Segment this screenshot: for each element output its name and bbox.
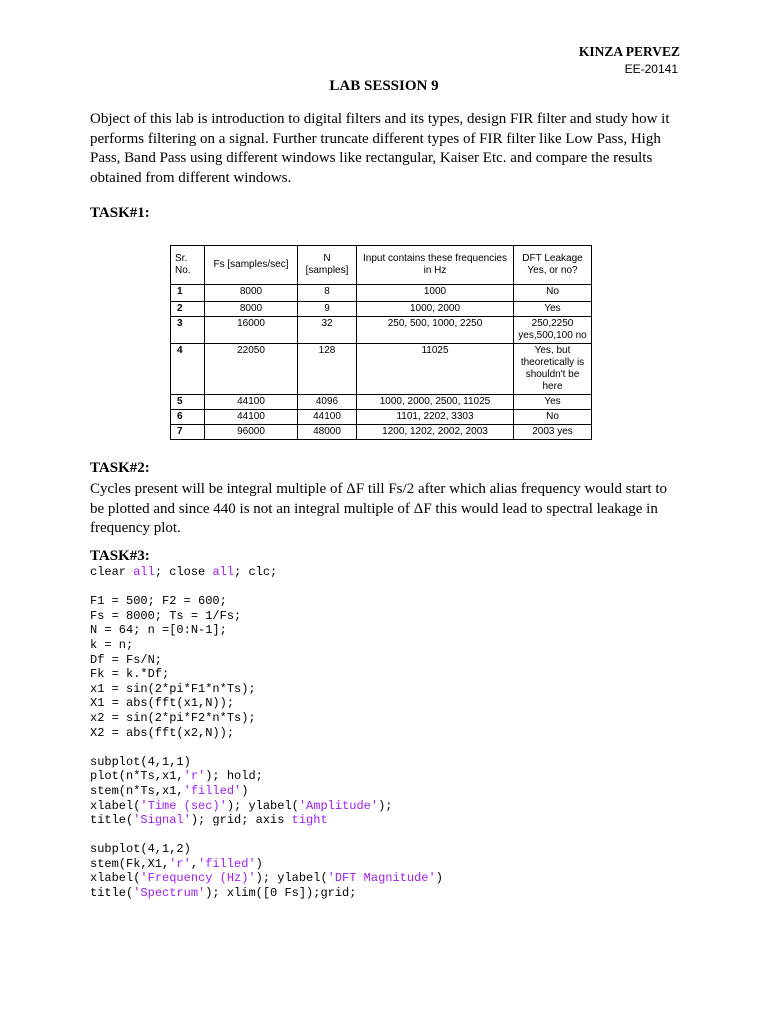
table-cell: Yes bbox=[514, 395, 592, 410]
code-text: stem(n*Ts,x1, bbox=[90, 783, 184, 798]
code-line bbox=[90, 755, 443, 770]
table-cell: 11025 bbox=[357, 344, 514, 395]
code-text: ; clc; bbox=[234, 565, 278, 579]
table-cell: 5 bbox=[171, 395, 205, 410]
code-line bbox=[90, 638, 443, 653]
table-cell: 44100 bbox=[205, 395, 298, 410]
table-header-row bbox=[171, 246, 592, 285]
col-sr: Sr. No. bbox=[171, 246, 205, 285]
code-line bbox=[90, 711, 443, 726]
task3-heading: TASK#3: bbox=[90, 548, 150, 564]
table-cell: No bbox=[514, 285, 592, 302]
task1-heading: TASK#1: bbox=[90, 205, 150, 221]
code-line bbox=[90, 594, 443, 609]
code-line bbox=[90, 842, 443, 857]
code-text: xlabel( bbox=[90, 871, 141, 886]
table-cell: 16000 bbox=[205, 317, 298, 344]
code-keyword: 'r' bbox=[183, 769, 206, 784]
table-row bbox=[171, 344, 592, 395]
code-keyword: tight bbox=[291, 813, 328, 828]
code-text: subplot(4,1,1) bbox=[90, 754, 191, 769]
table-row bbox=[171, 302, 592, 317]
table-cell: Yes, but theoretically is shouldn't be here bbox=[514, 344, 592, 395]
code-text: plot(n*Ts,x1, bbox=[90, 769, 184, 784]
code-text: clear bbox=[90, 565, 134, 579]
table-cell: 3 bbox=[171, 317, 205, 344]
code-keyword: 'filled' bbox=[183, 783, 242, 798]
code-line bbox=[90, 726, 443, 741]
code-line bbox=[90, 580, 443, 595]
code-text: X2 = abs(fft(x2,N)); bbox=[90, 725, 235, 740]
table-cell: 1000, 2000, 2500, 11025 bbox=[357, 395, 514, 410]
table-cell: 96000 bbox=[205, 425, 298, 440]
code-line bbox=[90, 696, 443, 711]
col-n: N [samples] bbox=[298, 246, 357, 285]
author-name: KINZA PERVEZ bbox=[578, 44, 680, 59]
code-text: , bbox=[190, 856, 199, 871]
table-cell: 8000 bbox=[205, 285, 298, 302]
table-cell: 1000 bbox=[357, 285, 514, 302]
code-line bbox=[90, 623, 443, 638]
code-text: title( bbox=[90, 813, 134, 828]
table-row bbox=[171, 425, 592, 440]
code-keyword: 'Signal' bbox=[133, 813, 191, 828]
col-input: Input contains these frequencies in Hz bbox=[357, 246, 514, 285]
code-text: ) bbox=[435, 871, 443, 886]
code-text: ) bbox=[255, 856, 263, 871]
code-keyword: 'DFT Magnitude' bbox=[327, 871, 436, 886]
table-cell: 32 bbox=[298, 317, 357, 344]
code-text: k = n; bbox=[90, 637, 134, 652]
page-title: LAB SESSION 9 bbox=[329, 78, 439, 94]
code-line bbox=[90, 784, 443, 799]
table-cell: Yes bbox=[514, 302, 592, 317]
code-text: N = 64; n =[0:N-1]; bbox=[90, 623, 227, 638]
code-text: ); grid; axis bbox=[190, 813, 292, 828]
code-keyword: 'Amplitude' bbox=[298, 798, 379, 813]
code-line bbox=[90, 813, 443, 828]
code-text: ); hold; bbox=[205, 769, 263, 784]
code-line bbox=[90, 769, 443, 784]
code-text: xlabel( bbox=[90, 798, 141, 813]
table-cell: 2 bbox=[171, 302, 205, 317]
table-cell: 4 bbox=[171, 344, 205, 395]
code-keyword: 'filled' bbox=[198, 856, 256, 871]
table-cell: 250,2250 yes,500,100 no bbox=[514, 317, 592, 344]
table-cell: 1200, 1202, 2002, 2003 bbox=[357, 425, 514, 440]
table-cell: 128 bbox=[298, 344, 357, 395]
task2-heading: TASK#2: bbox=[90, 460, 150, 476]
col-fs: Fs [samples/sec] bbox=[205, 246, 298, 285]
table-cell: 22050 bbox=[205, 344, 298, 395]
col-leakage: DFT Leakage Yes, or no? bbox=[514, 246, 592, 285]
code-keyword: 'r' bbox=[169, 856, 191, 871]
code-line bbox=[90, 799, 443, 814]
table-cell: No bbox=[514, 410, 592, 425]
code-keyword: all bbox=[212, 565, 235, 579]
code-line bbox=[90, 871, 443, 886]
table-row bbox=[171, 317, 592, 344]
code-text: F1 = 500; F2 = 600; bbox=[90, 594, 227, 609]
table-cell: 1000, 2000 bbox=[357, 302, 514, 317]
table-cell: 9 bbox=[298, 302, 357, 317]
table-body bbox=[171, 285, 592, 440]
code-text: Fk = k.*Df; bbox=[90, 667, 170, 682]
code-text: ; close bbox=[154, 565, 213, 579]
code-text: ); bbox=[378, 798, 393, 813]
code-keyword: 'Time (sec)' bbox=[140, 798, 227, 813]
code-line bbox=[90, 828, 443, 843]
code-line bbox=[90, 609, 443, 624]
table-cell: 8000 bbox=[205, 302, 298, 317]
code-line bbox=[90, 857, 443, 872]
code-text: X1 = abs(fft(x1,N)); bbox=[90, 696, 235, 711]
code-text: ) bbox=[241, 783, 249, 798]
table-row bbox=[171, 285, 592, 302]
table-cell: 6 bbox=[171, 410, 205, 425]
code-text: Df = Fs/N; bbox=[90, 652, 163, 667]
code-text: subplot(4,1,2) bbox=[90, 842, 191, 857]
code-line bbox=[90, 740, 443, 755]
leakage-table bbox=[170, 245, 592, 440]
table-cell: 8 bbox=[298, 285, 357, 302]
student-id: EE-20141 bbox=[624, 62, 678, 76]
code-text: ); ylabel( bbox=[226, 798, 299, 813]
code-line bbox=[90, 682, 443, 697]
code-text: Fs = 8000; Ts = 1/Fs; bbox=[90, 608, 242, 623]
table-cell: 48000 bbox=[298, 425, 357, 440]
matlab-code-block bbox=[90, 565, 443, 901]
table-cell: 4096 bbox=[298, 395, 357, 410]
objective-paragraph: Object of this lab is introduction to digital filters and its types, design FIR filter and study how it performs filtering on a signal. Further truncate different types of FIR filter like Low Pass, High Pass, Band Pass using different windows like rectangular, Kaiser Etc. and compare the results obtained from different windows. bbox=[90, 111, 670, 186]
table-cell: 1101, 2202, 3303 bbox=[357, 410, 514, 425]
code-keyword: 'Frequency (Hz)' bbox=[140, 871, 256, 886]
code-text: title( bbox=[90, 886, 134, 901]
table-cell: 250, 500, 1000, 2250 bbox=[357, 317, 514, 344]
table-row bbox=[171, 395, 592, 410]
table-cell: 7 bbox=[171, 425, 205, 440]
code-keyword: 'Spectrum' bbox=[133, 886, 206, 901]
code-text: stem(Fk,X1, bbox=[90, 856, 170, 871]
code-text: ); ylabel( bbox=[255, 871, 328, 886]
table-cell: 1 bbox=[171, 285, 205, 302]
code-line bbox=[90, 886, 443, 901]
code-text: x1 = sin(2*pi*F1*n*Ts); bbox=[90, 681, 256, 696]
task2-paragraph: Cycles present will be integral multiple of ΔF till Fs/2 after which alias frequency would start to be plotted and since 440 is not an integral multiple of ΔF this would lead to spectral leakage in frequency plot. bbox=[90, 481, 668, 536]
table-cell: 44100 bbox=[205, 410, 298, 425]
code-line bbox=[90, 667, 443, 682]
code-keyword: all bbox=[133, 565, 155, 579]
table-cell: 2003 yes bbox=[514, 425, 592, 440]
code-text: ); xlim([0 Fs]);grid; bbox=[205, 886, 357, 901]
code-text: x2 = sin(2*pi*F2*n*Ts); bbox=[90, 710, 256, 725]
table-row bbox=[171, 410, 592, 425]
code-line bbox=[90, 565, 443, 580]
table-cell: 44100 bbox=[298, 410, 357, 425]
code-line bbox=[90, 653, 443, 668]
